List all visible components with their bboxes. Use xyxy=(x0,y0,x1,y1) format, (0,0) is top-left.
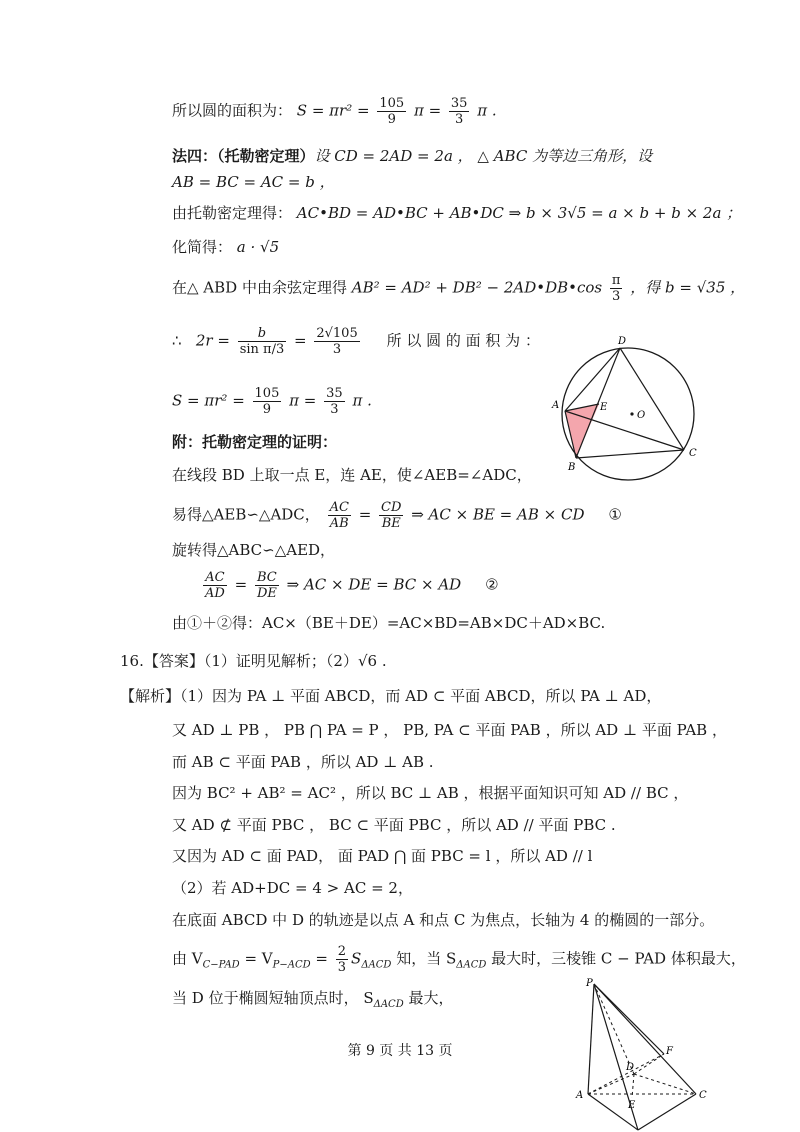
text: 化简得： xyxy=(172,238,233,256)
fraction xyxy=(336,944,348,975)
text: （1）因为 PA ⊥ 平面 ABCD，而 AD ⊂ 平面 ABCD，所以 PA ⊥ AD， xyxy=(180,687,662,705)
analysis-label: 【解析】 xyxy=(120,687,181,705)
formula: AB² = AD² + DB² − 2AD•DB•cos xyxy=(351,278,603,297)
denominator: 3 xyxy=(337,960,347,975)
label-e: E xyxy=(600,402,608,413)
label-c: C xyxy=(689,448,697,459)
numerator: CD xyxy=(381,500,402,515)
text-line: 在线段 BD 上取一点 E，连 AE，使∠AEB=∠ADC， xyxy=(172,466,532,484)
text-line: 由①＋②得：AC×（BE＋DE）=AC×BD=AB×DC＋AD×BC. xyxy=(172,614,606,632)
text: 最大时，三棱锥 C − PAD 体积最大， xyxy=(486,949,746,968)
analysis-line xyxy=(120,686,661,706)
ptolemy-line xyxy=(172,203,741,223)
formula: a · √5 xyxy=(236,238,280,256)
denominator: DE xyxy=(256,586,277,601)
formula: = xyxy=(358,505,377,524)
fraction xyxy=(324,386,345,417)
area-result-line-2 xyxy=(172,386,372,417)
denominator: 3 xyxy=(455,112,464,127)
fraction xyxy=(314,326,359,357)
formula: S = πr² = xyxy=(296,101,375,120)
text-line: AB = BC = AC = b ， xyxy=(172,173,335,191)
center-point xyxy=(630,412,633,415)
numerator: 105 xyxy=(379,96,405,111)
simplify-line xyxy=(172,237,279,257)
fraction xyxy=(238,326,287,357)
numerator: AC xyxy=(329,500,349,515)
denominator: 9 xyxy=(387,112,396,127)
numerator: 35 xyxy=(326,386,343,401)
circle-figure xyxy=(548,336,708,486)
text: 设 CD = 2AD = 2a ， △ ABC 为等边三角形，设 xyxy=(314,147,653,165)
radius-line xyxy=(172,326,540,357)
denominator: 9 xyxy=(262,402,272,417)
text: S xyxy=(351,949,362,968)
text: 在△ ABD 中由余弦定理得 xyxy=(172,278,352,297)
hidden-edges xyxy=(588,984,696,1098)
text: 所 以 圆 的 面 积 为 ： xyxy=(386,331,540,350)
volume-line xyxy=(172,944,746,976)
pyramid-figure xyxy=(574,974,724,1132)
equation-marker: ① xyxy=(608,505,622,524)
denominator: 3 xyxy=(612,289,621,304)
denominator: AD xyxy=(205,586,225,601)
label-b: B xyxy=(568,462,576,473)
numerator: BC xyxy=(255,570,279,586)
answer-label: 16.【答案】 xyxy=(120,652,204,670)
text: 最大， xyxy=(403,989,454,1007)
rotation-line xyxy=(200,570,499,601)
equation-marker: ② xyxy=(485,575,499,594)
formula: π . xyxy=(352,391,372,410)
numerator: 2√105 xyxy=(316,326,358,341)
denominator: AB xyxy=(329,516,349,531)
page-footer: 第 9 页 共 13 页 xyxy=(347,1043,453,1059)
formula: π = xyxy=(289,391,322,410)
area-result-line-1 xyxy=(172,96,497,127)
formula: S = πr² = xyxy=(172,391,250,410)
label-e: E xyxy=(628,1100,636,1111)
answer-line xyxy=(120,651,387,671)
text-line: 在底面 ABCD 中 D 的轨迹是以点 A 和点 C 为焦点，长轴为 4 的椭圆的一部分。 xyxy=(172,911,715,929)
denominator: 3 xyxy=(332,342,342,357)
cosine-law-line xyxy=(172,273,745,304)
max-area-line xyxy=(172,988,454,1015)
fraction xyxy=(203,570,227,601)
formula: π = xyxy=(413,101,446,120)
formula: 2r = xyxy=(195,331,235,350)
numerator: AC xyxy=(203,570,227,586)
formula: = xyxy=(294,331,312,350)
fraction xyxy=(449,96,470,127)
fraction xyxy=(379,500,403,531)
subscript: ΔACD xyxy=(456,959,487,971)
text-line: 旋转得△ABC∽△AED， xyxy=(172,541,336,559)
subscript: ΔACD xyxy=(361,959,392,971)
denominator: 3 xyxy=(330,402,339,417)
fraction xyxy=(377,96,406,127)
numerator: b xyxy=(238,326,287,342)
text-line: 因为 BC² + AB² = AC² ，所以 BC ⊥ AB ，根据平面知识可知 AD // BC ， xyxy=(172,784,689,802)
similar-triangle-line xyxy=(172,500,622,531)
denominator: sin π/3 xyxy=(239,342,285,357)
label-o: O xyxy=(637,410,646,421)
subscript: P−ACD xyxy=(272,959,311,971)
denominator: BE xyxy=(381,516,401,531)
fraction xyxy=(253,386,282,417)
method-title: 法四：（托勒密定理） xyxy=(172,147,315,165)
label-p: P xyxy=(586,978,593,989)
formula: = xyxy=(234,575,252,594)
text: 易得△AEB∽△ADC， xyxy=(172,505,320,524)
text-line: 又 AD ⊥ PB ， PB ⋂ PA = P ， PB, PA ⊂ 平面 PAB ，所以 AD ⊥ 平面 PAB ， xyxy=(172,721,727,739)
numerator: 2 xyxy=(337,944,347,959)
subscript: ΔACD xyxy=(373,999,404,1010)
label-d: D xyxy=(618,336,627,347)
text: = xyxy=(310,949,333,968)
subscript: C−PAD xyxy=(202,959,240,971)
text: （1）证明见解析；（2）√6 . xyxy=(203,652,387,670)
label-c: C xyxy=(699,1090,707,1101)
text: = V xyxy=(239,949,273,968)
text: 由托勒密定理得： xyxy=(172,204,293,222)
text: 知，当 S xyxy=(391,949,457,968)
text-line: （2）若 AD+DC = 4 > AC = 2， xyxy=(172,879,413,897)
label-d: D xyxy=(626,1062,635,1073)
appendix-heading: 附：托勒密定理的证明： xyxy=(172,433,338,451)
label-f: F xyxy=(666,1046,673,1057)
text: 由 V xyxy=(172,949,203,968)
text-line: 又 AD ⊄ 平面 PBC ， BC ⊂ 平面 PBC ，所以 AD // 平面 PBC . xyxy=(172,816,616,834)
formula: ⇒ AC × DE = BC × AD xyxy=(286,575,462,594)
therefore-symbol: ∴ xyxy=(172,331,182,350)
numerator: π xyxy=(611,273,621,288)
fraction xyxy=(610,273,623,304)
quadrilateral-lines xyxy=(565,348,684,458)
text-line: 而 AB ⊂ 平面 PAB ，所以 AD ⊥ AB . xyxy=(172,753,434,771)
formula: ⇒ AC × BE = AB × CD xyxy=(411,505,585,524)
numerator: 105 xyxy=(254,386,280,401)
text: 当 D 位于椭圆短轴顶点时， S xyxy=(172,989,374,1007)
label-a: A xyxy=(576,1090,584,1101)
text-line: 又因为 AD ⊂ 面 PAD， 面 PAD ⋂ 面 PBC = l ，所以 AD // l xyxy=(172,847,593,865)
method-four-heading xyxy=(172,146,652,166)
fraction xyxy=(328,500,351,531)
fraction xyxy=(255,570,279,601)
formula: ，得 b = √35 ， xyxy=(630,278,746,297)
label-a: A xyxy=(552,400,560,411)
formula: AC•BD = AD•BC + AB•DC ⇒ b × 3√5 = a × b + b × 2a ； xyxy=(296,204,742,222)
formula: π . xyxy=(477,101,497,120)
numerator: 35 xyxy=(450,96,468,111)
text: 所以圆的面积为： xyxy=(172,101,293,120)
